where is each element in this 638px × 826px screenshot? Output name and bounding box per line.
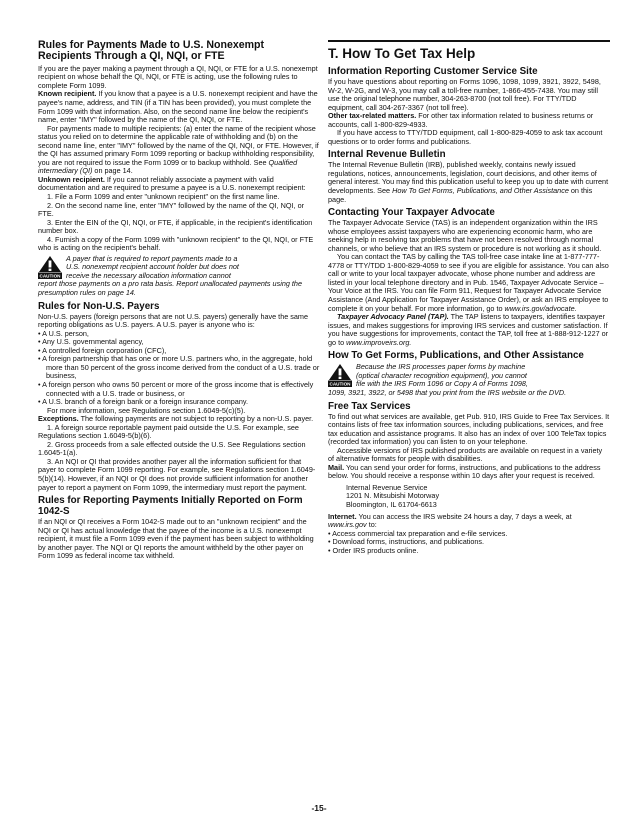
text-other-matters: For other tax information related to business returns or accounts, call 1-800-829-4933. <box>328 111 594 129</box>
paragraph-rules-1042s: If an NQI or QI receives a Form 1042-S made out to an "unknown recipient" and the NQI or QI has actual knowledge that the payee of the income is a U.S. nonexempt recipient, it must file a Form 1099 even if the payment has been subject to withholding by another payer. The NQI or QI reports the amount withheld by the other payer on Form 1099 as federal income tax withheld. <box>38 517 314 561</box>
step-item: 1. File a Form 1099 and enter "unknown recipient" on the first name line. <box>47 192 280 202</box>
section-title: T. How To Get Tax Help <box>328 40 610 61</box>
paragraph-unknown-recipient <box>38 176 320 193</box>
list-item: • A controlled foreign corporation (CFC), <box>38 345 167 355</box>
mailing-address <box>328 484 610 510</box>
caution-line-rest: 1099, 3921, 3922, or 5498 that you print from the IRS website or the DVD. <box>328 387 567 397</box>
heading-ircc: Information Reporting Customer Service Site <box>328 66 538 77</box>
address-line: Bloomington, IL 61704-6613 <box>346 499 437 509</box>
page-number: -15- <box>311 803 327 813</box>
address-line: 1201 N. Mitsubishi Motorway <box>346 491 440 501</box>
runin-mail: Mail. <box>328 462 345 472</box>
list-item: • A foreign person who owns 50 percent or more of the gross income that is effectively connected with a U.S. trade or business, or <box>38 379 314 398</box>
text-unknown-recipient: If you cannot reliably associate a payment with valid documentation and are required to presume a payee is a U.S. nonexempt recipient: <box>38 174 306 193</box>
text-internet-tail: to: <box>368 520 377 530</box>
exception-item: 2. Gross proceeds from a sale effected outside the U.S. See Regulations section 1.6045-1(a). <box>38 439 306 458</box>
heading-tas: Contacting Your Taxpayer Advocate <box>328 207 495 219</box>
step-item: 3. Enter the EIN of the QI, NQI, or FTE, if applicable, in the recipient's identification number box. <box>38 217 313 236</box>
caution-line: file with the IRS Form 1096 or Copy A of Forms 1098, <box>356 379 528 389</box>
paragraph-free-1: To find out what services are available, get Pub. 910, IRS Guide to Free Tax Services. It contains lists of free tax information sources, including publications, services, and free tax education and assistance programs. It also has an index of over 100 TeleTax topics (recorded tax information) you can listen to on your telephone. <box>328 411 610 447</box>
list-item: • A U.S. branch of a foreign bank or a foreign insurance company. <box>38 397 248 407</box>
list-item: • Download forms, instructions, and publications. <box>328 537 485 547</box>
text-multiple-recipients: For payments made to multiple recipients: (a) enter the name of the recipient whose status you relied on to determine the applicable rate of withholding and (b) on the second name line, enter "IMY" followed by the name of the QI, NQI, or FTE. However, if the QI has assumed primary Form 1099 reporting or backup withholding responsibility, you are not required to issue the Form 1099 or to backup withhold. See <box>38 123 319 167</box>
runin-exceptions: Exceptions. <box>38 414 79 424</box>
paragraph-internet <box>328 513 610 530</box>
list-item: • Any U.S. governmental agency, <box>38 337 144 347</box>
list-item: • Access commercial tax preparation and e-file services. <box>328 528 508 538</box>
paragraph-tap <box>328 313 610 347</box>
link-irs-website[interactable]: www.irs.gov <box>328 520 367 530</box>
text-exceptions: The following payments are not subject to reporting by a non-U.S. payer. <box>80 414 314 424</box>
paragraph-irb <box>328 161 610 204</box>
link-tas-url[interactable]: www.irs.gov/advocate. <box>504 303 577 313</box>
exception-item: 1. A foreign source reportable payment paid outside the U.S. For example, see Regulations section 1.6049-5(b)(6). <box>38 422 299 441</box>
runin-tap: Taxpayer Advocacy Panel (TAP). <box>337 312 449 322</box>
caution-line: (optical character recognition equipment), you cannot <box>356 370 527 380</box>
ref-how-to-get-forms: How To Get Forms, Publications, and Other Assistance <box>392 186 569 196</box>
step-item: 2. On the second name line, enter "IMY" followed by the name of the QI, NQI, or FTE. <box>38 200 305 219</box>
heading-forms: How To Get Forms, Publications, and Other Assistance <box>328 350 584 362</box>
text-mail: You can send your order for forms, instructions, and publications to the address below. You should receive a response within 10 days after your request is received. <box>328 462 601 481</box>
caution-note <box>38 255 320 298</box>
caution-line: receive the necessary allocation information cannot <box>66 270 231 280</box>
paragraph-known-recipient <box>38 90 320 124</box>
caution-icon <box>328 363 352 387</box>
paragraph-ircc: If you have questions about reporting on Forms 1096, 1098, 1099, 3921, 3922, 5498, W-2, W-2G, and W-3, you may call a toll-free number, 1-866-455-7438. You may still use the original telephone number, 304-263-8700 (not toll free). For TTY/TDD equipment, call 304-267-3367 (not toll free). <box>328 77 601 112</box>
heading-nonus-payers: Rules for Non-U.S. Payers <box>38 300 160 312</box>
ref-qualified-intermediary: Qualified intermediary (QI) <box>38 157 298 176</box>
text-irb-tail: on this page. <box>328 186 593 204</box>
paragraph-tas-2 <box>328 253 610 313</box>
caution-label: CAUTION <box>329 381 351 387</box>
caution-icon <box>38 255 62 279</box>
heading-irb: Internal Revenue Bulletin <box>328 149 446 161</box>
paragraph-nonus-more-info: For more information, see Regulations section 1.6049-5(c)(5). <box>47 405 246 415</box>
link-tap-url[interactable]: www.improveirs.org. <box>346 337 412 347</box>
runin-internet: Internet. <box>328 511 357 521</box>
list-item: • A U.S. person, <box>38 328 89 338</box>
paragraph-other-matters <box>328 112 610 129</box>
paragraph-mail <box>328 464 610 481</box>
heading-rules-1042s: Rules for Reporting Payments Initially Reported on Form 1042-S <box>38 495 303 518</box>
caution-note <box>328 363 610 397</box>
text-multiple-recipients-tail: on page 14. <box>94 166 133 176</box>
list-us-payer <box>38 330 320 407</box>
runin-known-recipient: Known recipient. <box>38 89 97 99</box>
heading-rules-qi: Rules for Payments Made to U.S. Nonexempt Recipients Through a QI, NQI, or FTE <box>38 39 265 63</box>
list-item: • Order IRS products online. <box>328 545 419 555</box>
paragraph-nonus-intro: Non-U.S. payers (foreign persons that are not U.S. payers) generally have the same reporting obligations as U.S. payers. A U.S. payer is anyone who is: <box>38 311 308 330</box>
paragraph-rules-qi-intro: If you are the payer making a payment through a QI, NQI, or FTE for a U.S. nonexempt recipient on whose behalf the QI, NQI, or FTE is acting, use the following rules to complete Form 1099. <box>38 63 318 90</box>
caution-line: U.S. nonexempt recipient account holder but does not <box>66 262 239 272</box>
list-internet <box>328 530 610 556</box>
paragraph-free-2: Accessible versions of IRS published products are available on request in a variety of alternative formats for people with disabilities. <box>328 445 603 464</box>
text-tas-2: You can contact the TAS by calling the TAS toll-free case intake line at 1-877-777-4778 or TTY/TDD 1-800-829-4059 to see if you are eligible for assistance. You can also call or write to your local taxpayer advocate, whose phone number and address are listed in your local telephone directory and in Pub. 1546, Taxpayer Advocate Service – Your Voice at the IRS. You can file Form 911, Request for Taxpayer Advocate Service Assistance (And Application for Taxpayer Assistance Order), or ask an IRS employee to complete it on your behalf. For more information, go to <box>328 252 609 313</box>
paragraph-multiple-recipients <box>38 125 320 176</box>
text-irb: The Internal Revenue Bulletin (IRB), published weekly, contains newly issued regulations, notices, announcements, legislation, court decisions, and other items of general interest. You may find this publication useful to keep you up to date with current developments. See <box>328 160 609 196</box>
caution-line: A payer that is required to report payments made to a <box>66 253 238 263</box>
text-tap: The TAP listens to taxpayers, identifies taxpayer issues, and makes suggestions for improving IRS services and customer satisfaction. If you have suggestions for improvements, contact the TAP, toll free at 1-888-912-1227 or go to <box>328 312 609 347</box>
text-known-recipient: If you know that a payee is a U.S. nonexempt recipient and have the payee's name, address, and TIN (if a TIN has been provided), you must complete the Form 1099 with that information. Also, on the second name line below the recipient's name, enter "IMY" followed by the name of the QI, NQI, or FTE. <box>38 89 318 125</box>
runin-other-matters: Other tax-related matters. <box>328 111 417 121</box>
caution-line: Because the IRS processes paper forms by machine <box>356 362 526 372</box>
address-line: Internal Revenue Service <box>346 482 428 492</box>
right-column <box>328 40 610 555</box>
text-internet: You can access the IRS website 24 hours a day, 7 days a week, at <box>358 511 572 521</box>
caution-line-rest: report those payments on a pro rata basis. Report unallocated payments using the presumption rules on page 14. <box>38 279 302 298</box>
exception-item: 3. An NQI or QI that provides another payer all the information sufficient for that payer to complete Form 1099 reporting. For example, see Regulations section 1.6049-5(b)(14). However, if an NQI or QI does not provide sufficient information for another payer to report a payment on Form 1099, the intermediary must report the payment. <box>38 456 316 492</box>
list-item: • A foreign partnership that has one or more U.S. partners who, in the aggregate, hold more than 50 percent of the gross income derived from the conduct of a U.S. trade or business, <box>38 354 320 381</box>
caution-label: CAUTION <box>39 273 61 279</box>
heading-free-services: Free Tax Services <box>328 400 411 412</box>
left-column <box>38 40 320 561</box>
runin-unknown-recipient: Unknown recipient. <box>38 174 105 184</box>
paragraph-tas-1: The Taxpayer Advocate Service (TAS) is an independent organization within the IRS whose employees assist taxpayers who are experiencing economic harm, who are seeking help in resolving tax problems that have not been resolved through normal channels, or who believe that an IRS system or procedure is not working as it should. <box>328 218 602 253</box>
paragraph-tty: If you have access to TTY/TDD equipment, call 1-800-829-4059 to ask tax account questions or to order forms and publications. <box>328 128 603 146</box>
step-item: 4. Furnish a copy of the Form 1099 with "unknown recipient" to the QI, NQI, or FTE who is acting on the recipient's behalf. <box>38 234 314 253</box>
